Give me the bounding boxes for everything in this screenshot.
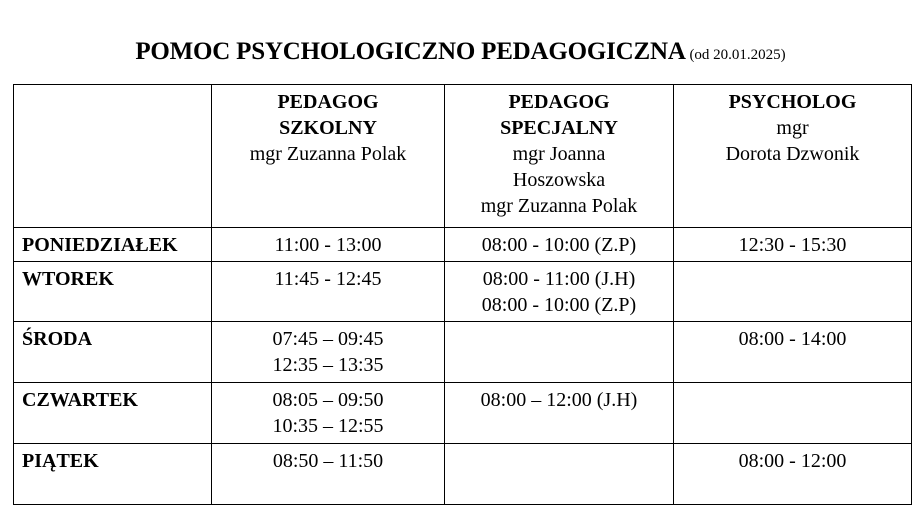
table-row bbox=[14, 383, 912, 444]
schedule-cell bbox=[445, 262, 674, 322]
schedule-cell bbox=[674, 444, 912, 505]
schedule-cell bbox=[445, 383, 674, 444]
schedule-cell bbox=[212, 444, 445, 505]
schedule-cell bbox=[445, 322, 674, 383]
time-slot: 07:45 – 09:45 bbox=[272, 328, 384, 350]
time-slot: 08:00 - 14:00 bbox=[738, 328, 847, 350]
schedule-cell bbox=[674, 228, 912, 262]
time-slot: 08:00 - 10:00 (Z.P) bbox=[481, 294, 637, 316]
time-slot: 08:00 – 12:00 (J.H) bbox=[480, 389, 638, 411]
schedule-cell bbox=[674, 383, 912, 444]
person-line: mgr Joanna bbox=[512, 143, 606, 165]
role-line: PEDAGOG bbox=[277, 91, 379, 113]
person-line: Dorota Dzwonik bbox=[725, 143, 860, 165]
time-slot: 08:50 – 11:50 bbox=[272, 450, 384, 472]
day-label: PONIEDZIAŁEK bbox=[14, 228, 212, 262]
header-pedagog-szkolny bbox=[212, 85, 445, 228]
schedule-cell bbox=[212, 383, 445, 444]
time-slot: 08:00 - 10:00 (Z.P) bbox=[481, 234, 637, 256]
person-line: mgr Zuzanna Polak bbox=[480, 195, 638, 217]
table-row bbox=[14, 444, 912, 505]
person-line: Hoszowska bbox=[512, 169, 606, 191]
schedule-cell bbox=[212, 322, 445, 383]
header-row bbox=[14, 85, 912, 228]
role-line: SPECJALNY bbox=[500, 117, 618, 139]
time-slot: 11:45 - 12:45 bbox=[274, 268, 382, 290]
table-row bbox=[14, 262, 912, 322]
title-main: POMOC PSYCHOLOGICZNO PEDAGOGICZNA bbox=[135, 38, 686, 65]
time-slot: 11:00 - 13:00 bbox=[274, 234, 382, 256]
document-title bbox=[0, 38, 921, 66]
schedule-cell bbox=[212, 228, 445, 262]
time-slot: 10:35 – 12:55 bbox=[272, 415, 384, 437]
schedule-cell bbox=[445, 228, 674, 262]
header-pedagog-specjalny bbox=[445, 85, 674, 228]
table-row bbox=[14, 228, 912, 262]
day-label: ŚRODA bbox=[14, 322, 212, 383]
schedule-cell bbox=[674, 262, 912, 322]
time-slot: 08:00 - 12:00 bbox=[738, 450, 847, 472]
schedule-cell bbox=[212, 262, 445, 322]
header-corner-cell bbox=[14, 85, 212, 228]
role-line: PSYCHOLOG bbox=[728, 91, 857, 113]
time-slot: 12:30 - 15:30 bbox=[738, 234, 847, 256]
time-slot: 08:00 - 11:00 (J.H) bbox=[482, 268, 636, 290]
day-label: PIĄTEK bbox=[14, 444, 212, 505]
schedule-cell bbox=[674, 322, 912, 383]
schedule-cell bbox=[445, 444, 674, 505]
time-slot: 08:05 – 09:50 bbox=[272, 389, 384, 411]
day-label: WTOREK bbox=[14, 262, 212, 322]
role-line: SZKOLNY bbox=[279, 117, 377, 139]
table-row bbox=[14, 322, 912, 383]
time-slot: 12:35 – 13:35 bbox=[272, 354, 384, 376]
person-line: mgr Zuzanna Polak bbox=[249, 143, 407, 165]
day-label: CZWARTEK bbox=[14, 383, 212, 444]
title-date-note: (od 20.01.2025) bbox=[685, 47, 786, 63]
role-line: PEDAGOG bbox=[508, 91, 610, 113]
person-line: mgr bbox=[776, 117, 809, 139]
schedule-table bbox=[13, 84, 912, 505]
header-psycholog bbox=[674, 85, 912, 228]
